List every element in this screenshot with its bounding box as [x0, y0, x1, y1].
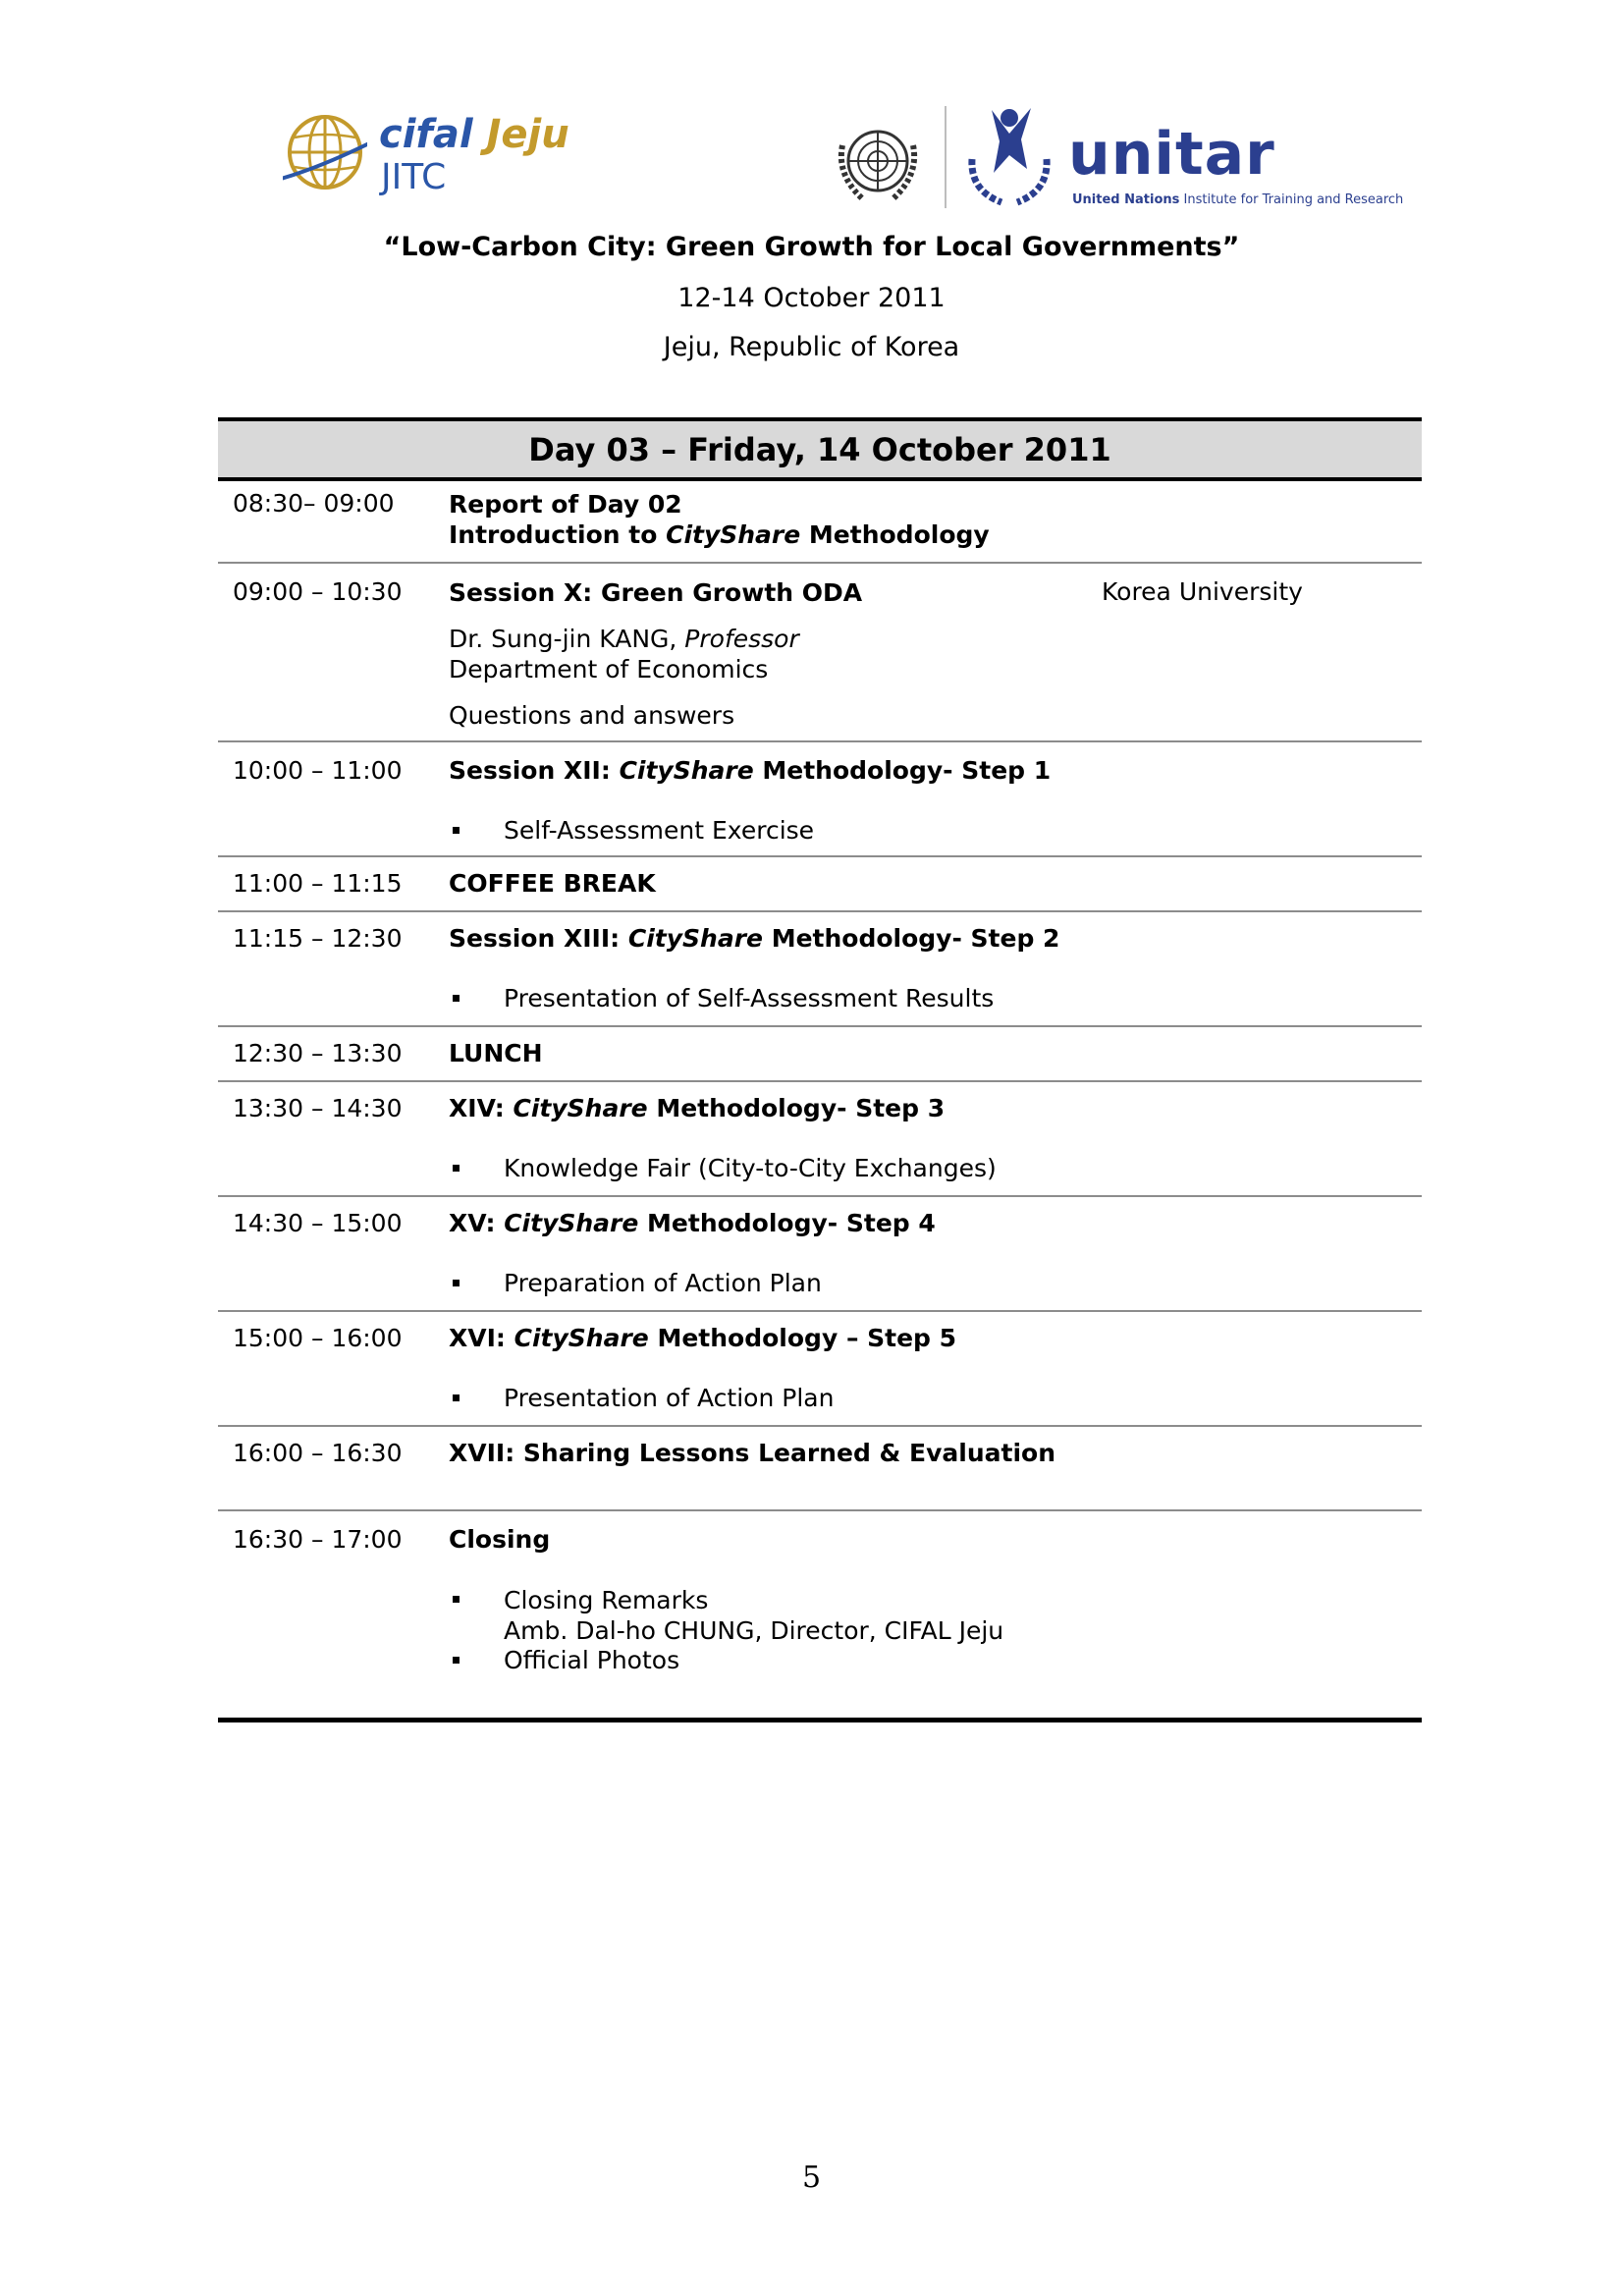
bullet-icon	[453, 1394, 460, 1401]
table-row: 10:00 – 11:00 Session XII: CityShare Methodology- Step 1 Self-Assessment Exercise	[218, 742, 1422, 857]
time-slot: 13:30 – 14:30	[233, 1094, 403, 1122]
cifal-jeju-wordmark: cifal Jeju	[379, 112, 569, 157]
time-slot: 10:00 – 11:00	[233, 756, 403, 785]
table-row: 16:30 – 17:00 Closing Closing Remarks Amb. Dal-ho CHUNG, Director, CIFAL Jeju Official Photos	[218, 1511, 1422, 1722]
session-content: XIV: CityShare Methodology- Step 3	[449, 1094, 946, 1122]
jitc-wordmark: JITC	[381, 157, 447, 197]
session-content: XV: CityShare Methodology- Step 4	[449, 1209, 936, 1237]
time-slot: 16:00 – 16:30	[233, 1439, 403, 1467]
cifal-jeju-logo	[273, 106, 568, 204]
logo-divider	[945, 106, 947, 208]
un-emblem-icon	[833, 116, 923, 206]
session-content: Session X: Green Growth ODA Dr. Sung-jin KANG, Professor Department of Economics Questions and answers	[449, 578, 863, 730]
unitar-subtitle: United Nations Institute for Training and Research	[1072, 192, 1404, 207]
session-content: COFFEE BREAK	[449, 869, 656, 898]
bullet-icon	[453, 1280, 460, 1286]
table-row	[218, 1027, 1422, 1082]
bullet-icon	[453, 995, 460, 1002]
session-content: XVII: Sharing Lessons Learned & Evaluation	[449, 1439, 1056, 1467]
time-slot: 08:30– 09:00	[233, 489, 395, 518]
table-row: 15:00 – 16:00 XVI: CityShare Methodology – Step 5 Presentation of Action Plan	[218, 1312, 1422, 1427]
bullet-icon	[453, 1657, 460, 1664]
session-content: Report of Day 02 Introduction to CityShare Methodology	[449, 490, 990, 549]
event-place: Jeju, Republic of Korea	[663, 332, 960, 362]
event-dates: 12-14 October 2011	[677, 283, 946, 313]
time-slot: 11:15 – 12:30	[233, 924, 403, 953]
session-content: LUNCH	[449, 1039, 543, 1067]
table-row: 13:30 – 14:30 XIV: CityShare Methodology- Step 3 Knowledge Fair (City-to-City Exchanges)	[218, 1082, 1422, 1197]
table-row	[218, 564, 1422, 742]
unitar-figure-icon	[962, 100, 1056, 208]
time-slot: 12:30 – 13:30	[233, 1039, 403, 1067]
bullet-icon	[453, 1165, 460, 1172]
table-row	[218, 857, 1422, 912]
session-content: Closing	[449, 1525, 551, 1554]
schedule-table	[218, 417, 1422, 1722]
bullet-icon	[453, 1596, 460, 1603]
event-title: “Low-Carbon City: Green Growth for Local Governments”	[383, 232, 1240, 262]
table-row: 14:30 – 15:00 XV: CityShare Methodology- Step 4 Preparation of Action Plan	[218, 1197, 1422, 1312]
table-row	[218, 1427, 1422, 1511]
session-content: XVI: CityShare Methodology – Step 5	[449, 1324, 957, 1352]
session-venue: Korea University	[1102, 577, 1303, 606]
table-row	[218, 481, 1422, 564]
time-slot: 09:00 – 10:30	[233, 577, 403, 606]
time-slot: 15:00 – 16:00	[233, 1324, 403, 1352]
time-slot: 14:30 – 15:00	[233, 1209, 403, 1237]
page-number: 5	[801, 2160, 822, 2195]
day-title: Day 03 – Friday, 14 October 2011	[218, 417, 1422, 481]
bullet-icon	[453, 827, 460, 834]
session-content: Session XIII: CityShare Methodology- Step 2	[449, 924, 1060, 953]
time-slot: 16:30 – 17:00	[233, 1525, 403, 1554]
unitar-logo	[962, 100, 1414, 218]
table-row: 11:15 – 12:30 Session XIII: CityShare Methodology- Step 2 Presentation of Self-Assessment Results	[218, 912, 1422, 1027]
session-content: Session XII: CityShare Methodology- Step 1	[449, 756, 1052, 785]
globe-icon	[283, 110, 367, 194]
unitar-wordmark: unitar	[1068, 120, 1275, 189]
time-slot: 11:00 – 11:15	[233, 869, 403, 898]
